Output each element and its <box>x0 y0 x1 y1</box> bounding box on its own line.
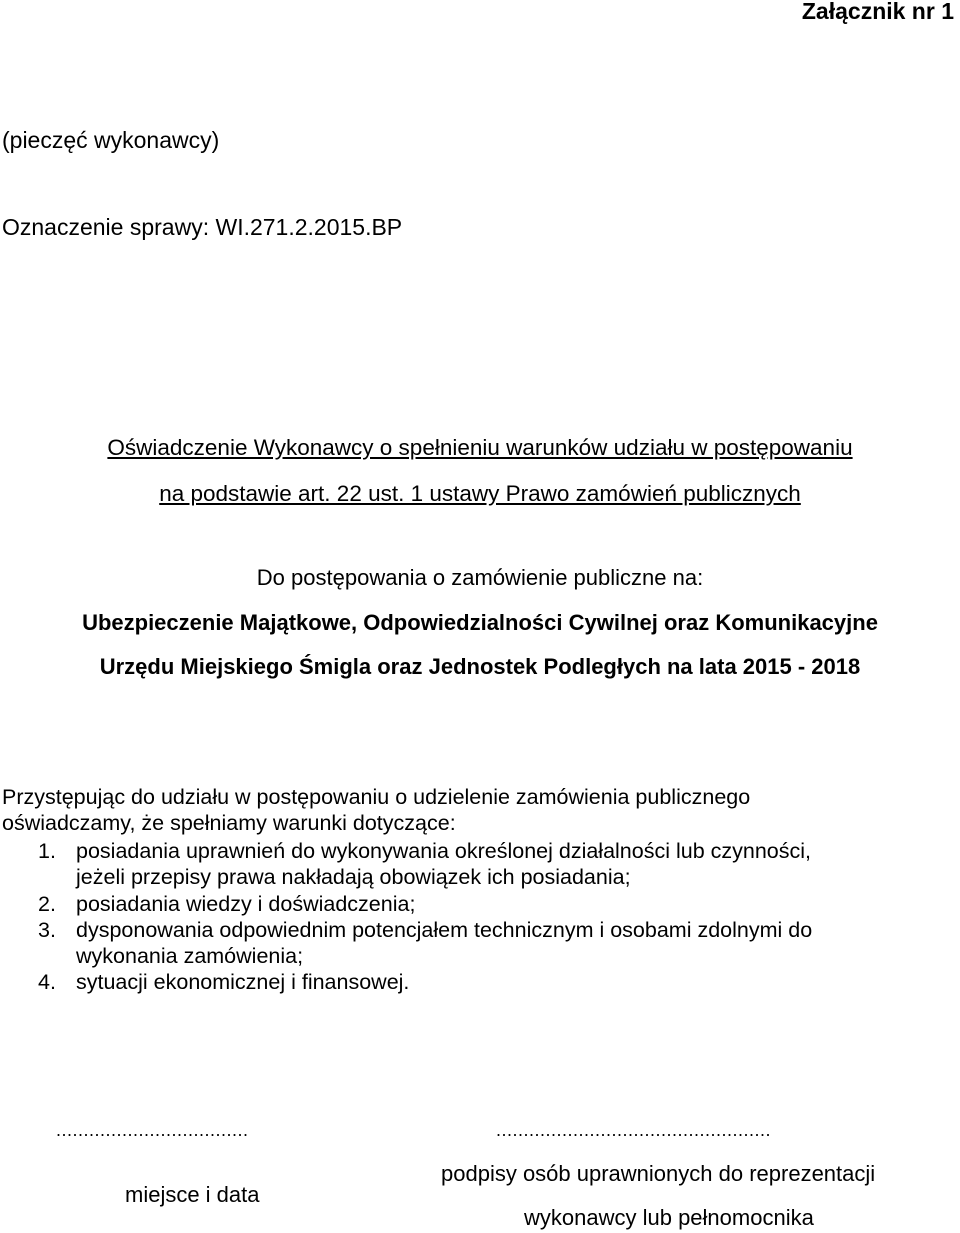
signature-dotted-line: .................................................. <box>496 1120 772 1140</box>
procurement-subject-line-2: Urzędu Miejskiego Śmigla oraz Jednostek Podległych na lata 2015 - 2018 <box>99 654 861 679</box>
list-item-number: 1. <box>38 839 56 863</box>
contractor-stamp-label: (pieczęć wykonawcy) <box>2 127 220 153</box>
place-date-dotted-line: ................................... <box>56 1120 249 1140</box>
signature-caption-line-2: wykonawcy lub pełnomocnika <box>524 1205 814 1230</box>
case-reference: Oznaczenie sprawy: WI.271.2.2015.BP <box>2 214 403 240</box>
list-item-number: 4. <box>38 970 56 994</box>
list-item-text: posiadania uprawnień do wykonywania określonej działalności lub czynności, <box>76 839 812 863</box>
signature-caption-line-1: podpisy osób uprawnionych do reprezentacji <box>441 1161 876 1186</box>
list-item-text: jeżeli przepisy prawa nakładają obowiązek ich posiadania; <box>76 865 631 889</box>
annex-label: Załącznik nr 1 <box>801 0 954 24</box>
place-date-caption: miejsce i data <box>125 1182 260 1207</box>
declaration-paragraph-line-2: oświadczamy, że spełniamy warunki dotyczące: <box>2 811 456 835</box>
declaration-paragraph-line-1: Przystępując do udziału w postępowaniu o udzielenie zamówienia publicznego <box>2 785 751 809</box>
list-item-text: dysponowania odpowiednim potencjałem technicznym i osobami zdolnymi do <box>76 918 813 942</box>
document-title-line-1: Oświadczenie Wykonawcy o spełnieniu warunków udziału w postępowaniu <box>107 435 853 460</box>
procurement-subject-line-1: Ubezpieczenie Majątkowe, Odpowiedzialności Cywilnej oraz Komunikacyjne <box>82 610 878 635</box>
list-item-text: posiadania wiedzy i doświadczenia; <box>76 892 416 916</box>
list-item-number: 3. <box>38 918 56 942</box>
document-title-line-2: na podstawie art. 22 ust. 1 ustawy Prawo zamówień publicznych <box>159 481 801 506</box>
list-item-number: 2. <box>38 892 56 916</box>
list-item-text: sytuacji ekonomicznej i finansowej. <box>76 970 410 994</box>
list-item-text: wykonania zamówienia; <box>76 944 304 968</box>
procurement-intro: Do postępowania o zamówienie publiczne na: <box>256 565 704 590</box>
